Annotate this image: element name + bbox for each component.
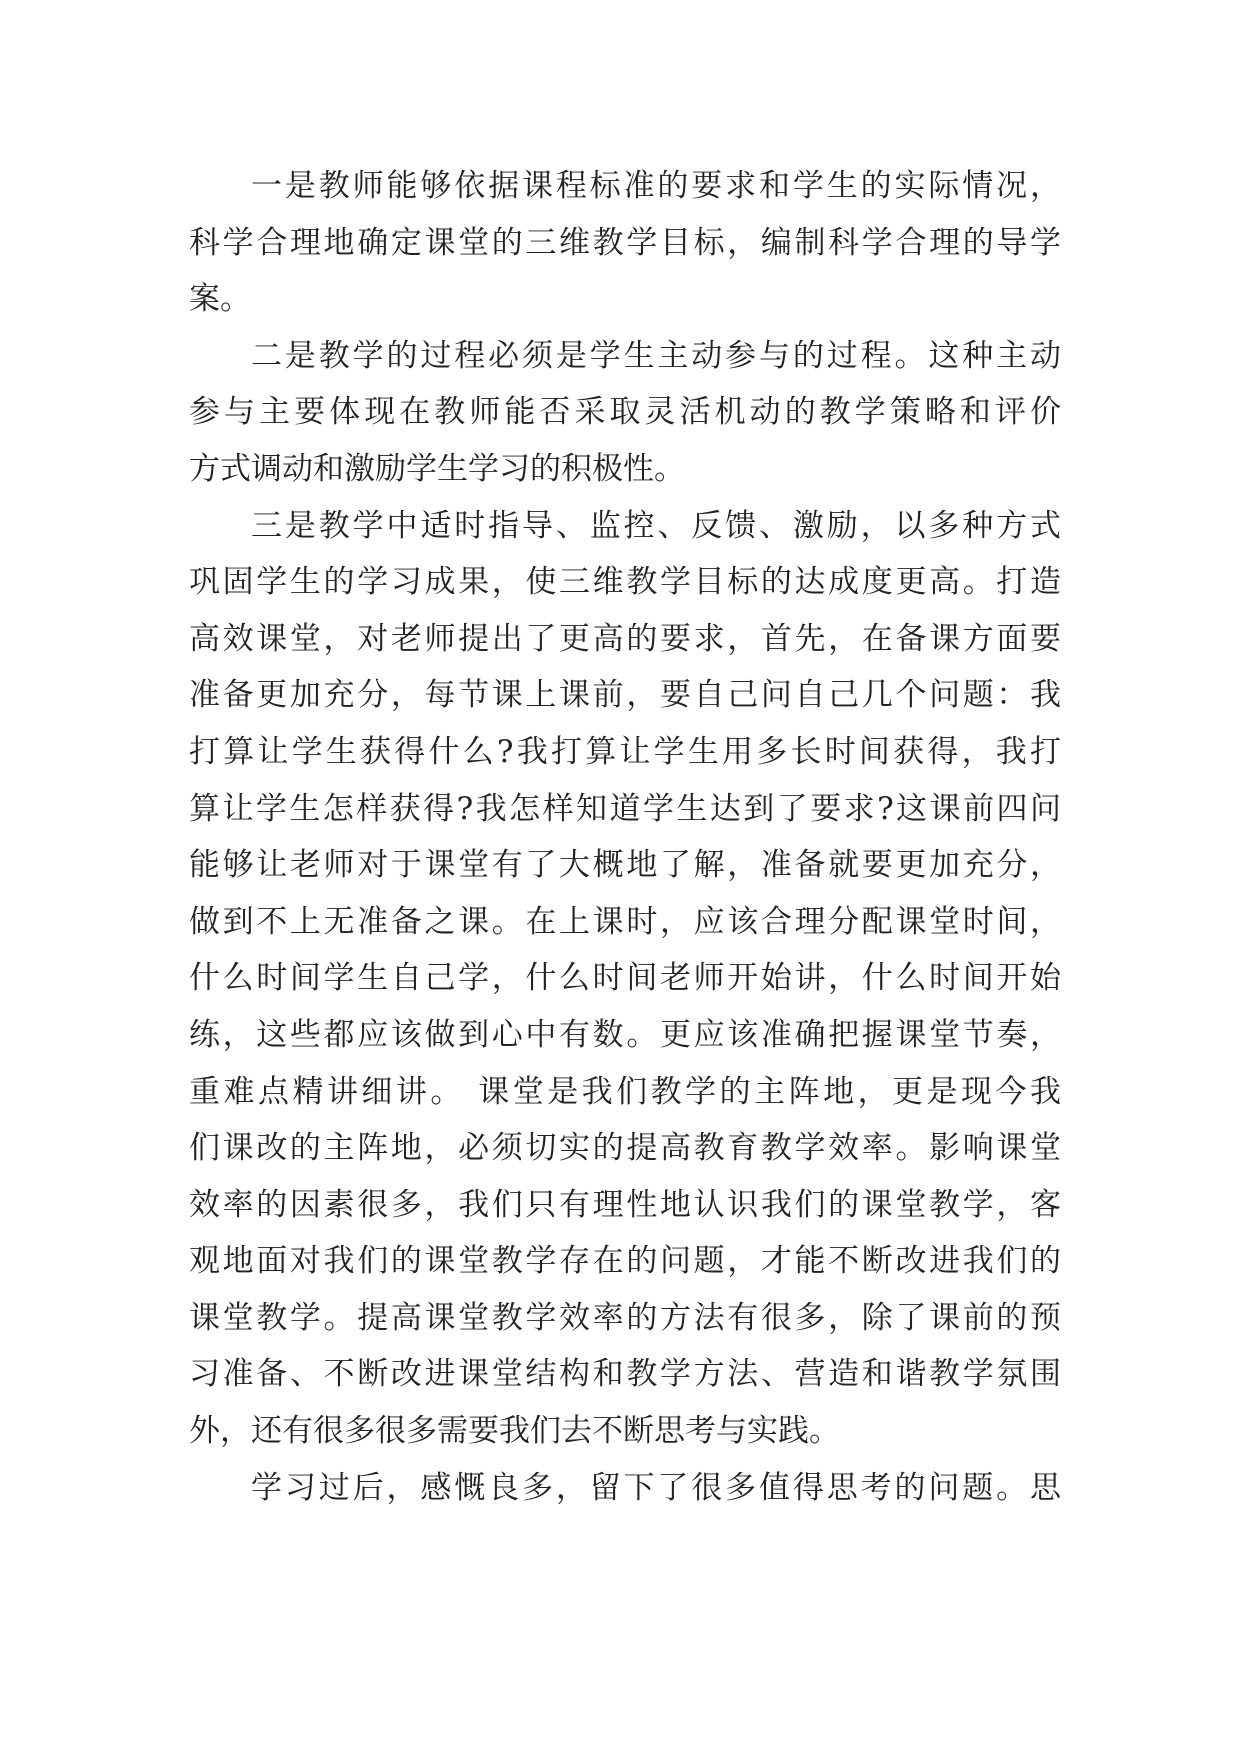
text-line: 科学合理地确定课堂的三维教学目标，编制科学合理的导学 <box>189 224 1061 261</box>
text-line: 做到不上无准备之课。在上课时，应该合理分配课堂时间， <box>189 903 1061 940</box>
text-line: 外，还有很多很多需要我们去不断思考与实践。 <box>189 1413 840 1450</box>
text-line: 方式调动和激励学生学习的积极性。 <box>189 450 685 487</box>
text-line: 习准备、不断改进课堂结构和教学方法、营造和谐教学氛围 <box>189 1356 1061 1393</box>
text-line: 打算让学生获得什么?我打算让学生用多长时间获得，我打 <box>189 733 1061 770</box>
text-line: 观地面对我们的课堂教学存在的问题，才能不断改进我们的 <box>189 1243 1061 1280</box>
text-line: 二是教学的过程必须是学生主动参与的过程。这种主动 <box>251 337 1061 374</box>
text-line: 能够让老师对于课堂有了大概地了解，准备就要更加充分， <box>189 847 1061 884</box>
text-line: 们课改的主阵地，必须切实的提高教育教学效率。影响课堂 <box>189 1130 1061 1167</box>
text-line: 练，这些都应该做到心中有数。更应该准确把握课堂节奏， <box>189 1016 1061 1053</box>
text-line: 学习过后，感慨良多，留下了很多值得思考的问题。思 <box>251 1469 1061 1506</box>
text-line: 三是教学中适时指导、监控、反馈、激励，以多种方式 <box>251 507 1061 544</box>
text-line: 高效课堂，对老师提出了更高的要求，首先，在备课方面要 <box>189 620 1061 657</box>
text-line: 重难点精讲细讲。 课堂是我们教学的主阵地，更是现今我 <box>189 1073 1061 1110</box>
text-line: 一是教师能够依据课程标准的要求和学生的实际情况， <box>251 168 1061 204</box>
text-line: 参与主要体现在教师能否采取灵活机动的教学策略和评价 <box>189 394 1061 431</box>
text-line: 案。 <box>189 281 251 318</box>
text-line: 算让学生怎样获得?我怎样知道学生达到了要求?这课前四问 <box>189 790 1061 827</box>
document-body <box>189 158 1061 1516</box>
text-line: 准备更加充分，每节课上课前，要自己问自己几个问题：我 <box>189 677 1061 714</box>
text-line: 课堂教学。提高课堂教学效率的方法有很多，除了课前的预 <box>189 1299 1061 1336</box>
text-line: 效率的因素很多，我们只有理性地认识我们的课堂教学，客 <box>189 1186 1061 1223</box>
text-line: 巩固学生的学习成果，使三维教学目标的达成度更高。打造 <box>189 564 1061 601</box>
text-line: 什么时间学生自己学，什么时间老师开始讲，什么时间开始 <box>189 960 1061 997</box>
